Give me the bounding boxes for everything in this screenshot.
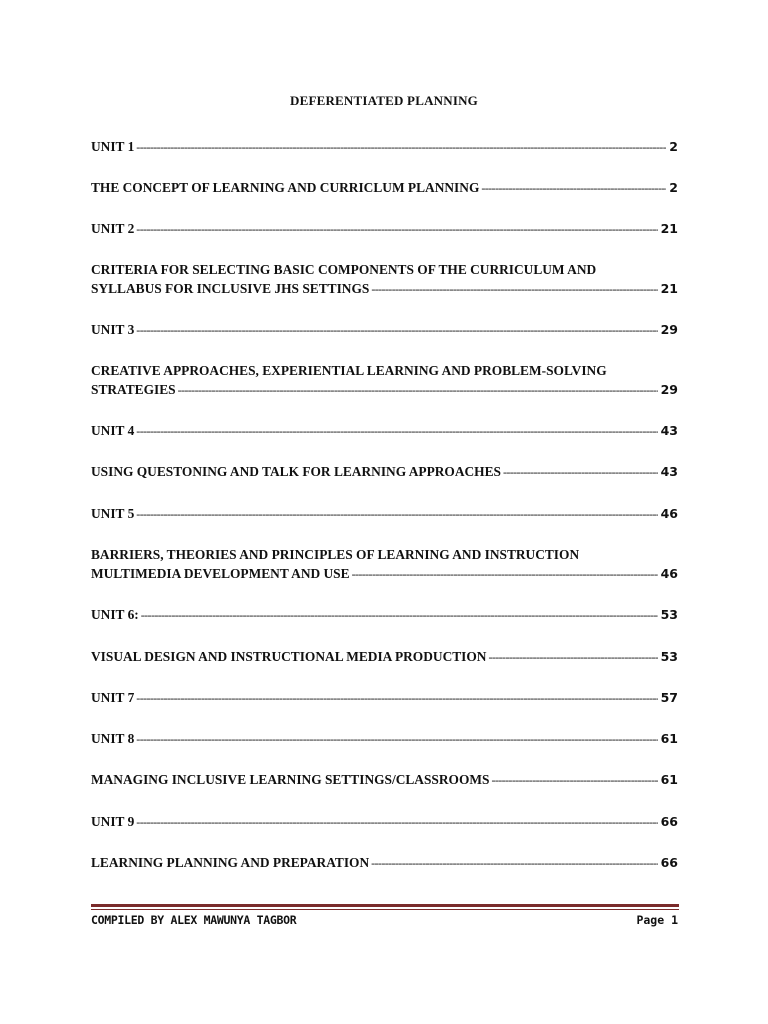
- toc-entry[interactable]: [91, 421, 678, 441]
- toc-dot-leader: [488, 648, 657, 667]
- toc-page-number: 53: [660, 649, 678, 664]
- toc-page-number: 46: [660, 506, 678, 521]
- toc-page-number: 46: [660, 566, 678, 581]
- toc-page-number: 66: [660, 855, 678, 870]
- toc-dot-leader: [503, 463, 658, 482]
- toc-entry[interactable]: [91, 853, 678, 873]
- toc-dot-leader: [491, 771, 657, 790]
- toc-dot-leader: [136, 138, 666, 157]
- toc-entry-title: UNIT 4: [91, 423, 135, 438]
- footer-compiled-by: COMPILED BY ALEX MAWUNYA TAGBOR: [91, 913, 297, 927]
- toc-entry[interactable]: [91, 504, 678, 524]
- toc-entry-title: UNIT 7: [91, 690, 135, 705]
- toc-page-number: 43: [660, 464, 678, 479]
- toc-entry[interactable]: [91, 137, 678, 157]
- toc-entry-title: UNIT 5: [91, 506, 135, 521]
- toc-page-number: 29: [660, 382, 678, 397]
- toc-page-number: 2: [669, 180, 678, 195]
- footer-rule: [91, 904, 679, 907]
- toc-entry-title-continued: SYLLABUS FOR INCLUSIVE JHS SETTINGS: [91, 281, 370, 296]
- toc-dot-leader: [136, 321, 657, 340]
- toc-entry-title: UNIT 8: [91, 731, 135, 746]
- toc-entry-title: UNIT 9: [91, 814, 135, 829]
- toc-entry[interactable]: [91, 647, 678, 667]
- footer-page-number: Page 1: [636, 913, 678, 927]
- toc-entry-title: BARRIERS, THEORIES AND PRINCIPLES OF LEARNING AND INSTRUCTION: [91, 547, 580, 562]
- toc-entry[interactable]: [91, 361, 678, 400]
- toc-entry[interactable]: [91, 320, 678, 340]
- toc-dot-leader: [136, 689, 657, 708]
- toc-entry-title: VISUAL DESIGN AND INSTRUCTIONAL MEDIA PRODUCTION: [91, 649, 487, 664]
- toc-page-number: 66: [660, 814, 678, 829]
- toc-entry[interactable]: [91, 729, 678, 749]
- toc-dot-leader: [136, 220, 657, 239]
- toc-page-number: 61: [660, 772, 678, 787]
- toc-entry[interactable]: [91, 462, 678, 482]
- toc-page-number: 21: [660, 221, 678, 236]
- toc-entry-title: UNIT 1: [91, 139, 135, 154]
- toc-entry-title: UNIT 6:: [91, 607, 139, 622]
- toc-dot-leader: [141, 606, 658, 625]
- toc-entry-title: CRITERIA FOR SELECTING BASIC COMPONENTS OF THE CURRICULUM AND: [91, 262, 597, 277]
- toc-entry[interactable]: [91, 770, 678, 790]
- toc-page-number: 57: [660, 690, 678, 705]
- toc-entry-title: CREATIVE APPROACHES, EXPERIENTIAL LEARNING AND PROBLEM-SOLVING: [91, 363, 607, 378]
- page-title: DEFERENTIATED PLANNING: [290, 93, 478, 108]
- toc-entry[interactable]: [91, 178, 678, 198]
- toc-dot-leader: [371, 280, 657, 299]
- toc-page-number: 61: [660, 731, 678, 746]
- toc-entry[interactable]: [91, 219, 678, 239]
- toc-entry[interactable]: [91, 812, 678, 832]
- toc-entry[interactable]: [91, 688, 678, 708]
- toc-page-number: 21: [660, 281, 678, 296]
- toc-page-number: 29: [660, 322, 678, 337]
- toc-entry-title: UNIT 2: [91, 221, 135, 236]
- toc-entry-title: LEARNING PLANNING AND PREPARATION: [91, 855, 370, 870]
- toc-entry-title-continued: MULTIMEDIA DEVELOPMENT AND USE: [91, 566, 350, 581]
- toc-dot-leader: [136, 813, 657, 832]
- toc-dot-leader: [178, 381, 658, 400]
- toc-dot-leader: [481, 179, 666, 198]
- toc-page-number: 53: [660, 607, 678, 622]
- toc-entry[interactable]: [91, 605, 678, 625]
- toc-dot-leader: [136, 505, 657, 524]
- toc-page-number: 43: [660, 423, 678, 438]
- toc-page-number: 2: [669, 139, 678, 154]
- toc-entry-title: USING QUESTONING AND TALK FOR LEARNING APPROACHES: [91, 464, 501, 479]
- toc-dot-leader: [371, 854, 657, 873]
- toc-dot-leader: [136, 730, 657, 749]
- toc-dot-leader: [352, 565, 658, 584]
- toc-entry[interactable]: [91, 260, 678, 299]
- footer-rule-thin: [91, 909, 679, 910]
- toc-entry-title-continued: STRATEGIES: [91, 382, 176, 397]
- toc-entry[interactable]: [91, 545, 678, 584]
- toc-dot-leader: [136, 422, 657, 441]
- toc-entry-title: THE CONCEPT OF LEARNING AND CURRICLUM PLANNING: [91, 180, 480, 195]
- toc-entry-title: MANAGING INCLUSIVE LEARNING SETTINGS/CLASSROOMS: [91, 772, 490, 787]
- toc-entry-title: UNIT 3: [91, 322, 135, 337]
